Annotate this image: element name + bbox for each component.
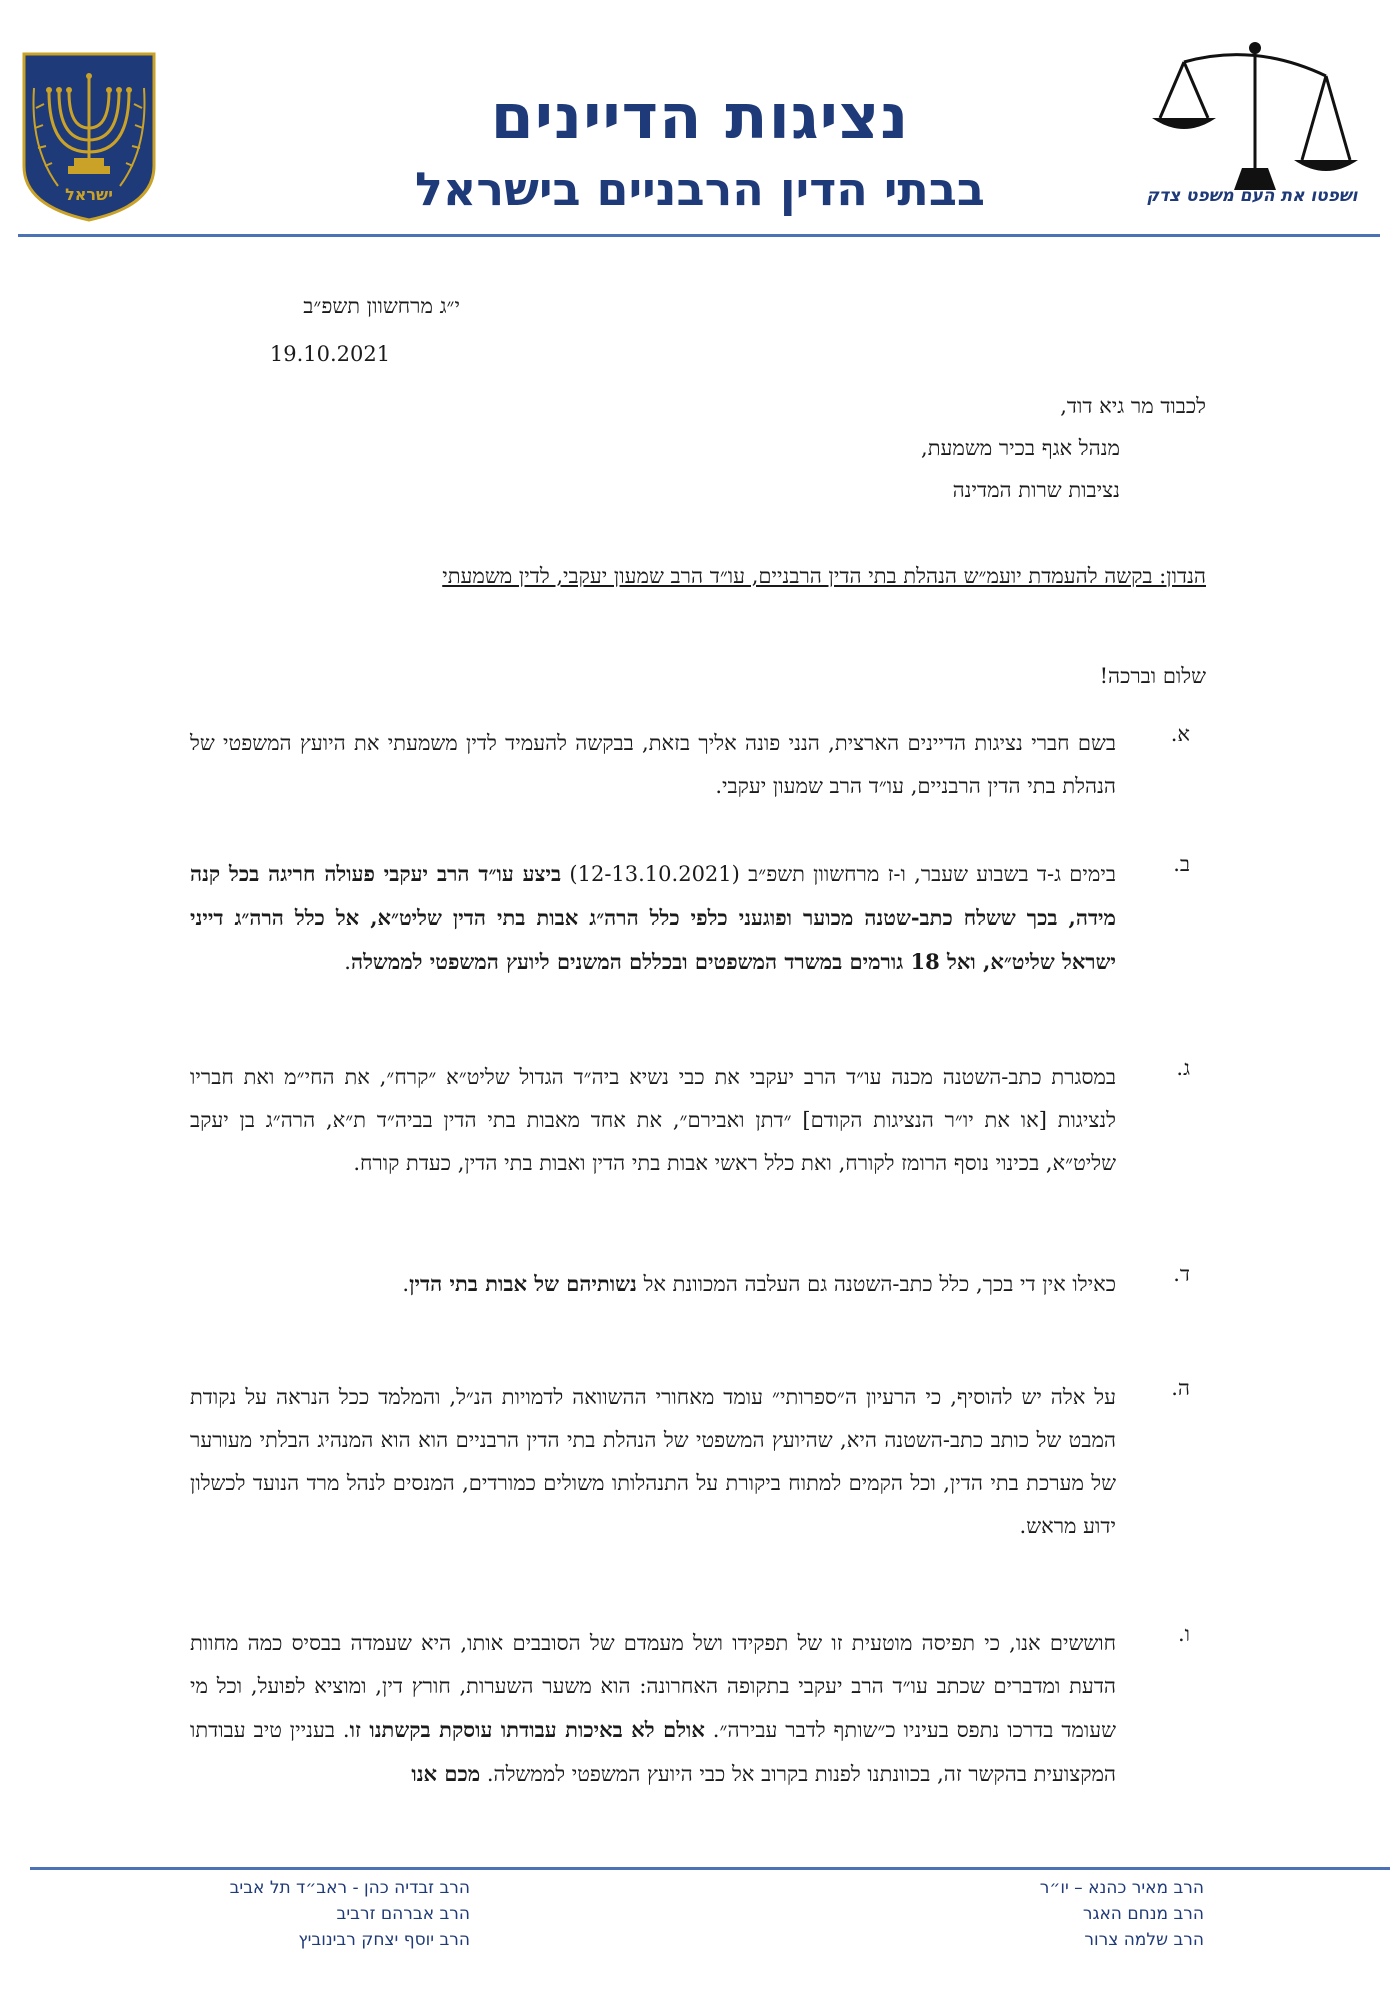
paragraph-bold-text: מכם אנו [411,1761,481,1786]
signatory-name: הרב מנחם האגר [1082,1904,1204,1924]
paragraph-text: כאילו אין די בכך, כלל כתב-השטנה גם העלבה המכוונת אל [636,1272,1116,1296]
paragraph-letter: ב. [1173,852,1190,876]
emblem-text: ישראל [65,185,113,204]
paragraph: בשם חברי נציגות הדיינים הארצית, הנני פונה אליך בזאת, בבקשה להעמיד לדין משמעתי את היועץ המשפטי של הנהלת בתי הדין הרבניים, עו״ד הרב שמעון יעקבי. [190,731,1116,798]
motto-text: ושפטו את העם משפט צדק [1146,186,1358,206]
paragraph-bold-text: ביצע עו״ד הרב יעקבי פעולה חריגה בכל קנה מידה, בכך ששלח כתב-שטנה מכוער ופוגעני כלפי כלל הרה״ג אבות בתי הדין שליט״א, אל כלל הרה״ג דייני ישראל שליט״א, ואל 18 גורמים במשרד המשפטים ובכללם המשנים ליועץ המשפטי לממשלה [190,861,1116,974]
paragraph-letter: ד. [1173,1262,1190,1286]
paragraph-bold-text: אולם לא באיכות עבודתו עוסקת בקשתנו זו [349,1717,705,1742]
paragraph [190,852,1116,984]
recipient-organization: נציבות שרות המדינה [952,478,1120,502]
signatory-name: הרב אברהם זרביב [336,1904,470,1924]
header-divider [18,234,1380,237]
paragraph-letter: ה. [1171,1376,1190,1400]
paragraph-text: . [344,950,351,974]
paragraph: על אלה יש להוסיף, כי הרעיון ה״ספרותי״ עומד מאחורי ההשוואה לדמויות הנ״ל, והמלמד ככל הנראה על נקודת המבט של כותב כתב-השטנה היא, שהיועץ המשפטי של הנהלת בתי הדין הרבניים הוא הוא המנהיג הבלתי מעורער של מערכת בתי הדין, וכל הקמים למתוח ביקורת על התנהלותו משולים כמורדים, המנסים לנהל מרד הנועד לכשלון ידוע מראש. [190,1385,1116,1538]
greeting: שלום וברכה! [1099,664,1206,688]
paragraph-text: חוששים אנו, כי תפיסה מוטעית זו של תפקידו ושל מעמדם של הסובבים אותו, היא שעמדה בבסיס כמה מחוות הדעת ומדברים שכתב עו״ד הרב יעקבי בתקופה האחרונה: הוא משער השערות, חורץ דין, ומוציא לפועל, וכל מי שעומד בדרכו נתפס בעיניו כ״שותף לדבר עבירה״. [190,1631,1116,1742]
date-gregorian: 19.10.2021 [269,342,391,366]
paragraph-letter: ו. [1177,1622,1190,1646]
header-title: נציגות הדיינים [490,80,910,153]
subject-line: הנדון: בקשה להעמדת יועמ״ש הנהלת בתי הדין הרבניים, עו״ד הרב שמעון יעקבי, לדין משמעתי [442,564,1206,588]
paragraph [190,1622,1116,1796]
paragraph-text: . בעניין טיב עבודתו המקצועית בהקשר זה, בכוונתנו לפנות בקרוב אל כבי היועץ המשפטי לממשלה. [190,1718,1116,1786]
paragraph-letter: ג. [1176,1056,1190,1080]
paragraph: במסגרת כתב-השטנה מכנה עו״ד הרב יעקבי את כבי נשיא ביה״ד הגדול שליט״א ״קרח״, את החי״מ ואת חבריו לנציגות [או את יו״ר הנציגות הקודם] ״דתן ואבירם״, את אחד מאבות בתי הדין בביה״ד ת״א, הרה״ג בן יעקב שליט״א, בכינוי נוסף הרומז לקורח, ואת כלל ראשי אבות בתי הדין ואבות בתי הדין, כעדת קורח. [190,1065,1116,1175]
recipient-title: מנהל אגף בכיר משמעת, [921,436,1120,460]
date-hebrew: י״ג מרחשוון תשפ״ב [303,294,460,318]
header-subtitle: בבתי הדין הרבניים בישראל [415,162,985,216]
recipient-name: לכבוד מר גיא דוד, [1060,394,1206,418]
paragraph-letter: א. [1170,722,1190,746]
signatory-name: הרב שלמה צרור [1084,1930,1204,1950]
paragraph-bold-text: נשותיהם של אבות בתי הדין [409,1271,637,1296]
state-emblem [18,48,160,223]
signatory-name: הרב זבדיה כהן - ראב״ד תל אביב [229,1878,470,1898]
paragraph-text: בימים ג-ד בשבוע שעבר, ו-ז מרחשוון תשפ״ב (12-13.10.2021) [561,862,1116,886]
signatory-name: הרב יוסף יצחק רבינוביץ [298,1930,470,1950]
paragraph-text: . [402,1272,410,1296]
footer-divider [30,1867,1390,1870]
signatory-name: הרב מאיר כהנא – יו״ר [1039,1878,1204,1898]
paragraph [190,1262,1116,1306]
